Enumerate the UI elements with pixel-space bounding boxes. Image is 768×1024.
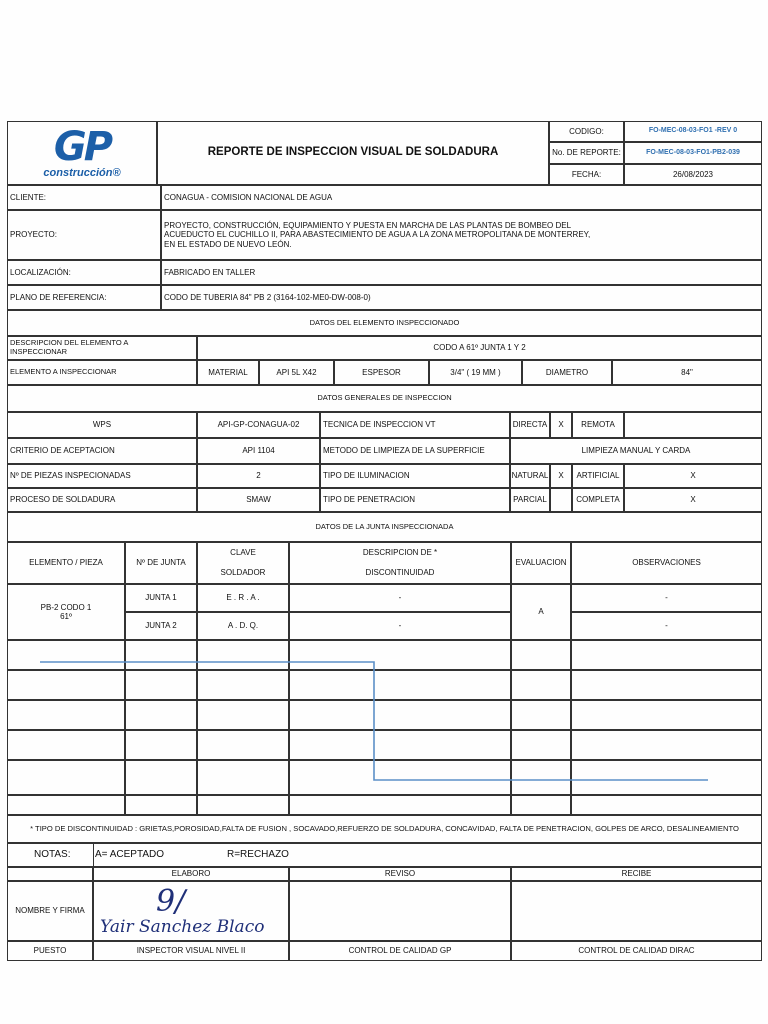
- junta-2: JUNTA 2: [125, 612, 197, 640]
- report-title: REPORTE DE INSPECCION VISUAL DE SOLDADURA: [157, 121, 549, 185]
- espesor-label: ESPESOR: [334, 360, 429, 385]
- proyecto-line-2: ACUEDUCTO EL CUCHILLO II, PARA ABASTECIMIENTO DE AGUA A LA ZONA METROPOLITANA DE MONTERREY,: [164, 230, 591, 240]
- clave-1: E . R . A .: [197, 584, 289, 612]
- elaboro-label: ELABORO: [93, 867, 289, 881]
- cliente-label: CLIENTE:: [7, 185, 161, 210]
- reporte-label: No. DE REPORTE:: [549, 142, 624, 164]
- descripcion-value: CODO A 61º JUNTA 1 Y 2: [197, 336, 762, 360]
- reviso-label: REVISO: [289, 867, 511, 881]
- col-junta: Nº DE JUNTA: [125, 542, 197, 584]
- clave-2: A . D. Q.: [197, 612, 289, 640]
- col-elemento: ELEMENTO / PIEZA: [7, 542, 125, 584]
- blank-header-cell: [7, 867, 93, 881]
- diametro-value: 84": [612, 360, 762, 385]
- metodo-value: LIMPIEZA MANUAL Y CARDA: [510, 438, 762, 464]
- puesto-recibe: CONTROL DE CALIDAD DIRAC: [511, 941, 762, 961]
- signature-mark: 9/: [156, 884, 186, 919]
- wps-value: API-GP-CONAGUA-02: [197, 412, 320, 438]
- completa-mark: X: [624, 488, 762, 512]
- completa-label: COMPLETA: [572, 488, 624, 512]
- desc-2: -: [289, 612, 511, 640]
- wps-label: WPS: [7, 412, 197, 438]
- metodo-label: METODO DE LIMPIEZA DE LA SUPERFICIE: [320, 438, 510, 464]
- pieza-line-2: 61º: [60, 612, 72, 622]
- junta-1: JUNTA 1: [125, 584, 197, 612]
- natural-mark: X: [550, 464, 572, 488]
- aceptado-label: A= ACEPTADO: [95, 849, 165, 860]
- nombre-recibe: [511, 881, 762, 941]
- fecha-value: 26/08/2023: [624, 164, 762, 185]
- material-label: MATERIAL: [197, 360, 259, 385]
- iluminacion-label: TIPO DE ILUMINACION: [320, 464, 510, 488]
- natural-label: NATURAL: [510, 464, 550, 488]
- proyecto-label: PROYECTO:: [7, 210, 161, 260]
- directa-mark: X: [550, 412, 572, 438]
- proyecto-line-1: PROYECTO, CONSTRUCCIÓN, EQUIPAMIENTO Y PUESTA EN MARCHA DE LAS PLANTAS DE BOMBEO DEL: [164, 221, 572, 231]
- cliente-value: CONAGUA - COMISION NACIONAL DE AGUA: [161, 185, 762, 210]
- obs-1: -: [571, 584, 762, 612]
- col-evaluacion: EVALUACION: [511, 542, 571, 584]
- nombre-label: NOMBRE Y FIRMA: [7, 881, 93, 941]
- nombre-reviso: [289, 881, 511, 941]
- elemento-label: ELEMENTO A INSPECCIONAR: [7, 360, 197, 385]
- tipo-note: * TIPO DE DISCONTINUIDAD : GRIETAS,POROSIDAD,FALTA DE FUSION , SOCAVADO,REFUERZO DE SOLDADURA, CONCAVIDAD, FALTA DE PENETRACION, GOLPES DE ARCO, DESALINEAMIENTO: [7, 815, 762, 843]
- codigo-value: FO-MEC-08-03-FO1 -REV 0: [624, 121, 762, 142]
- artificial-mark: X: [624, 464, 762, 488]
- notas-label: NOTAS:: [34, 849, 71, 860]
- signature-name: Yair Sanchez Blaco: [100, 917, 265, 937]
- generales-section-title: DATOS GENERALES DE INSPECCION: [7, 385, 762, 412]
- obs-2: -: [571, 612, 762, 640]
- col-clave-line-2: SOLDADOR: [220, 568, 266, 578]
- diametro-label: DIAMETRO: [522, 360, 612, 385]
- material-value: API 5L X42: [259, 360, 334, 385]
- piezas-label: Nº DE PIEZAS INSPECIONADAS: [7, 464, 197, 488]
- espesor-value: 3/4" ( 19 MM ): [429, 360, 522, 385]
- criterio-label: CRITERIO DE ACEPTACION: [7, 438, 197, 464]
- puesto-reviso: CONTROL DE CALIDAD GP: [289, 941, 511, 961]
- recibe-label: RECIBE: [511, 867, 762, 881]
- penetracion-label: TIPO DE PENETRACION: [320, 488, 510, 512]
- puesto-label: PUESTO: [7, 941, 93, 961]
- plano-label: PLANO DE REFERENCIA:: [7, 285, 161, 310]
- artificial-label: ARTIFICIAL: [572, 464, 624, 488]
- rechazo-label: R=RECHAZO: [227, 849, 289, 860]
- proceso-label: PROCESO DE SOLDADURA: [7, 488, 197, 512]
- localizacion-value: FABRICADO EN TALLER: [161, 260, 762, 285]
- criterio-value: API 1104: [197, 438, 320, 464]
- col-observaciones: OBSERVACIONES: [571, 542, 762, 584]
- gp-logo: GP: [53, 123, 111, 170]
- reporte-value: FO-MEC-08-03-FO1-PB2-039: [624, 142, 762, 164]
- piezas-value: 2: [197, 464, 320, 488]
- codigo-label: CODIGO:: [549, 121, 624, 142]
- col-desc-line-2: DISCONTINUIDAD: [365, 568, 435, 578]
- proceso-value: SMAW: [197, 488, 320, 512]
- puesto-elaboro: INSPECTOR VISUAL NIVEL II: [93, 941, 289, 961]
- notas-divider: [93, 843, 94, 867]
- gp-logo-sub: construcción®: [43, 166, 121, 179]
- plano-value: CODO DE TUBERIA 84" PB 2 (3164-102-ME0-DW-008-0): [161, 285, 762, 310]
- evaluacion-cell: A: [511, 584, 571, 640]
- col-desc-line-1: DESCRIPCION DE *: [362, 548, 438, 558]
- strike-polyline: [40, 662, 708, 780]
- pieza-line-1: PB-2 CODO 1: [40, 603, 92, 612]
- fecha-label: FECHA:: [549, 164, 624, 185]
- col-clave-line-1: CLAVE: [230, 548, 256, 558]
- localizacion-label: LOCALIZACIÓN:: [7, 260, 161, 285]
- directa-label: DIRECTA: [510, 412, 550, 438]
- tecnica-label: TECNICA DE INSPECCION VT: [320, 412, 510, 438]
- elemento-section-title: DATOS DEL ELEMENTO INSPECCIONADO: [7, 310, 762, 336]
- proyecto-line-3: EN EL ESTADO DE NUEVO LEÓN.: [164, 239, 292, 249]
- parcial-label: PARCIAL: [510, 488, 550, 512]
- remota-label: REMOTA: [572, 412, 624, 438]
- descripcion-label-line-1: DESCRIPCION DEL ELEMENTO A: [10, 338, 129, 348]
- desc-1: -: [289, 584, 511, 612]
- descripcion-label-line-2: INSPECCIONAR: [10, 347, 68, 356]
- junta-section-title: DATOS DE LA JUNTA INSPECCIONADA: [7, 512, 762, 542]
